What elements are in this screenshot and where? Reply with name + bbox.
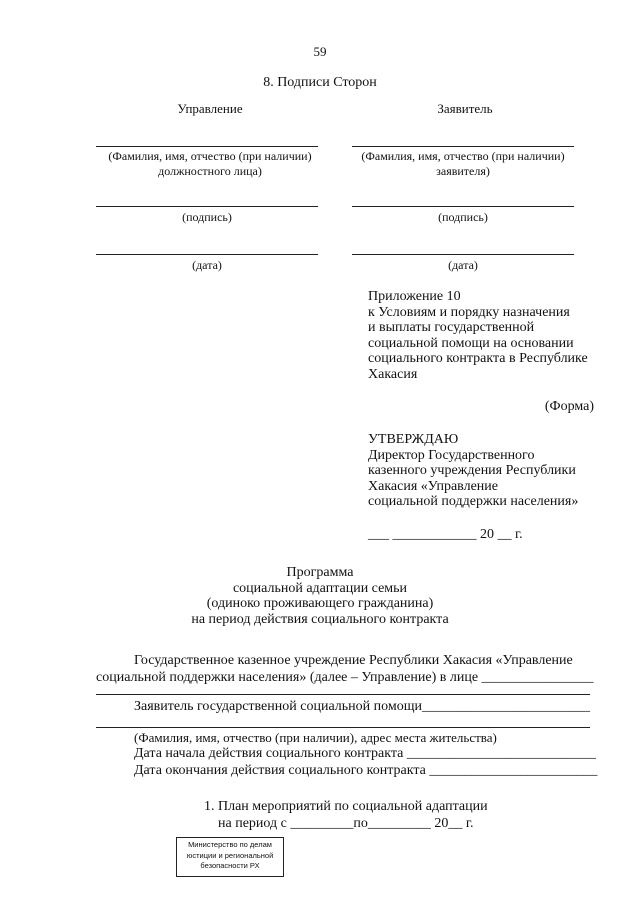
institution-line-1: Государственное казенное учреждение Республики Хакасия «Управление bbox=[134, 653, 573, 668]
approval-title: УТВЕРЖДАЮ bbox=[368, 432, 459, 447]
stamp-line: юстиции и региональной bbox=[186, 850, 274, 860]
right-signature-line bbox=[352, 206, 574, 207]
program-line: Программа bbox=[286, 565, 354, 580]
appendix-line: социальной помощи на основании bbox=[368, 335, 574, 351]
program-line: (одиноко проживающего гражданина) bbox=[206, 596, 434, 611]
stamp-line: Министерство по делам bbox=[188, 840, 272, 849]
appendix-line: и выплаты государственной bbox=[368, 320, 535, 335]
appendix-line: Приложение 10 bbox=[368, 289, 461, 304]
appendix-line: Хакасия bbox=[368, 366, 418, 382]
right-date-line bbox=[352, 254, 574, 255]
left-signature-line bbox=[96, 206, 318, 207]
applicant-blank-line bbox=[96, 727, 590, 728]
approval-line: казенного учреждения Республики bbox=[368, 463, 576, 478]
left-fio-line bbox=[96, 146, 318, 147]
left-party-heading: Управление bbox=[177, 101, 243, 116]
appendix-line: социального контракта в Республике bbox=[368, 351, 588, 366]
left-date-caption: (дата) bbox=[192, 258, 222, 272]
right-party-heading: Заявитель bbox=[437, 101, 493, 116]
applicant-line: Заявитель государственной социальной помощи________________________ bbox=[134, 699, 590, 714]
program-title-block bbox=[0, 565, 640, 627]
approval-line: социальной поддержки населения» bbox=[368, 494, 579, 509]
stamp-line: безопасности РХ bbox=[200, 861, 260, 870]
plan-title: 1. План мероприятий по социальной адаптации bbox=[204, 799, 488, 814]
approval-block bbox=[368, 432, 628, 510]
right-fio-caption-2: заявителя) bbox=[436, 164, 490, 178]
contract-end-date-line: Дата окончания действия социального контракта ________________________ bbox=[134, 763, 598, 778]
left-fio-caption-2: должностного лица) bbox=[158, 164, 262, 178]
left-fio-caption-1: (Фамилия, имя, отчество (при наличии) bbox=[108, 149, 312, 163]
approval-line: Директор Государственного bbox=[368, 447, 535, 463]
right-date-caption: (дата) bbox=[448, 258, 478, 272]
page-number: 59 bbox=[313, 44, 327, 59]
contract-start-date-line: Дата начала действия социального контракта ___________________________ bbox=[134, 746, 596, 761]
applicant-fio-caption: (Фамилия, имя, отчество (при наличии), адрес места жительства) bbox=[134, 730, 497, 745]
right-fio-caption-1: (Фамилия, имя, отчество (при наличии) bbox=[361, 149, 565, 163]
right-signature-caption: (подпись) bbox=[438, 210, 488, 224]
left-signature-caption: (подпись) bbox=[182, 210, 232, 224]
section-title: 8. Подписи Сторон bbox=[263, 75, 377, 90]
registration-stamp bbox=[176, 837, 284, 877]
institution-line-2: социальной поддержки населения» (далее – Управление) в лице ________________ bbox=[96, 670, 594, 685]
approval-line: Хакасия «Управление bbox=[368, 478, 498, 494]
appendix-block bbox=[368, 289, 628, 382]
appendix-line: к Условиям и порядку назначения bbox=[368, 304, 570, 320]
program-line: социальной адаптации семьи bbox=[232, 580, 408, 596]
right-fio-line bbox=[352, 146, 574, 147]
approval-date-line: ___ ____________ 20 __ г. bbox=[368, 527, 523, 542]
left-date-line bbox=[96, 254, 318, 255]
institution-blank-line bbox=[96, 694, 590, 695]
program-line: на период действия социального контракта bbox=[191, 611, 449, 627]
plan-period-line: на период с _________по_________ 20__ г. bbox=[218, 816, 474, 831]
form-label: (Форма) bbox=[544, 399, 594, 414]
